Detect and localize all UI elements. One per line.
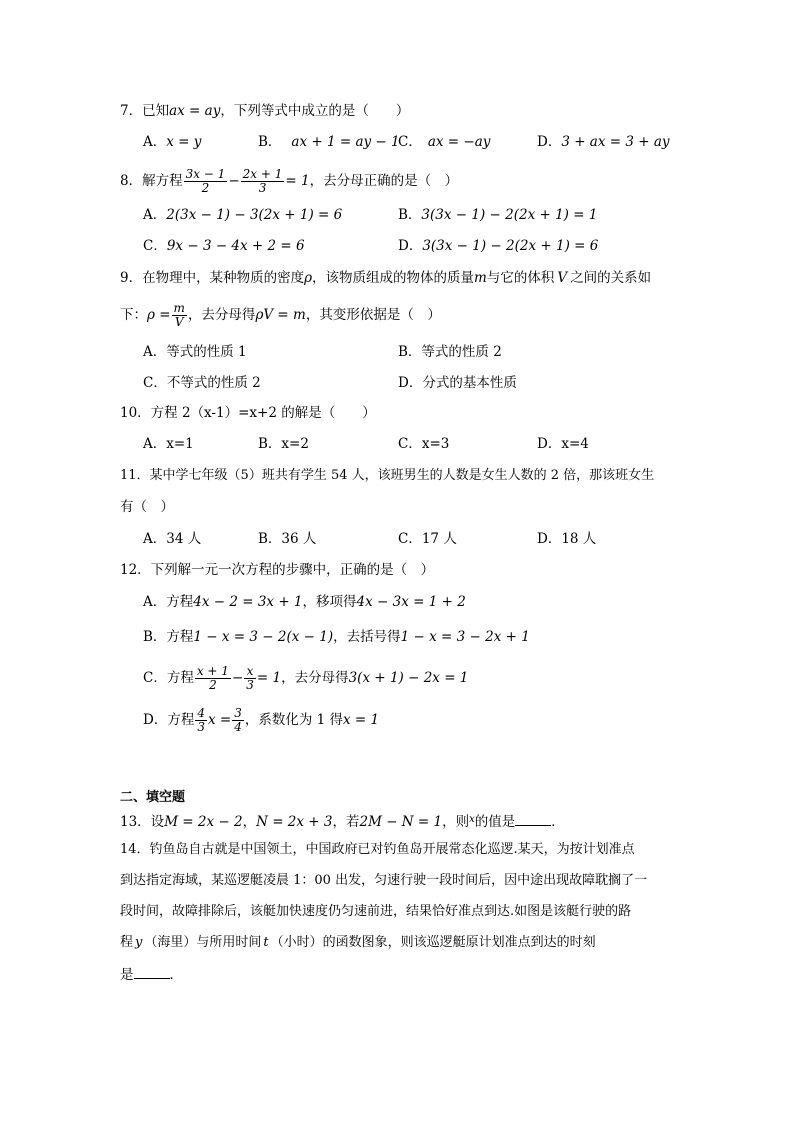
q14-text: （海里）与所用时间	[144, 935, 262, 950]
option-label: B．	[258, 436, 282, 452]
q8-stem-prefix: 8．解方程	[120, 173, 183, 189]
q14-answer-blank[interactable]	[134, 964, 170, 979]
q8-option-d[interactable]	[398, 236, 598, 256]
q12-option-d[interactable]	[143, 706, 379, 734]
option-text: 18 人	[561, 531, 597, 547]
fraction-numerator: x + 1	[196, 664, 229, 678]
q9-text: 之间的关系如	[570, 270, 652, 286]
q11-option-a[interactable]	[143, 529, 201, 549]
q12-option-a[interactable]	[143, 592, 466, 612]
option-expression: 3(3x − 1) − 2(2x + 1) = 1	[421, 207, 598, 223]
option-label: D．	[537, 531, 562, 547]
option-label: A．方程	[143, 594, 194, 610]
q9-text: ，去分母得	[187, 307, 256, 323]
option-label: C．方程	[143, 670, 194, 686]
q10-option-d[interactable]	[537, 434, 589, 454]
section-title-fill-in: 二、填空题	[120, 790, 186, 805]
fraction-numerator: 3x − 1	[185, 167, 226, 181]
q9-volume-symbol: V	[557, 270, 568, 286]
q14-text: ．	[169, 967, 183, 983]
option-text: 等式的性质 1	[166, 344, 247, 360]
option-label: D．	[537, 134, 562, 150]
option-label: A．	[143, 344, 167, 360]
fraction-numerator: m	[173, 301, 185, 315]
option-label: C．	[398, 134, 422, 150]
q13-text: ．	[551, 814, 565, 830]
q7-stem-prefix: 7．已知	[120, 103, 170, 119]
q10-option-c[interactable]	[398, 434, 449, 454]
q8-stem-suffix: ，去分母正确的是（ ）	[309, 173, 459, 189]
option-expression: ax + 1 = ay − 1	[291, 134, 400, 150]
question-14-line-5	[120, 964, 183, 985]
option-text: ，去分母得	[281, 670, 349, 686]
fraction-denominator: 2	[201, 181, 210, 195]
question-9-line-1	[120, 268, 651, 288]
option-expression: ax = −ay	[427, 134, 491, 150]
q10-option-b[interactable]	[258, 434, 309, 454]
q13-x: x	[469, 814, 475, 825]
q12d-fraction-2	[232, 707, 244, 734]
q13-text: ，	[242, 814, 257, 830]
q12-option-b[interactable]	[143, 627, 530, 647]
q9-rho: ρ	[304, 270, 313, 286]
option-label: D．	[398, 375, 423, 391]
fraction-denominator: 2	[209, 678, 217, 692]
q7-option-d[interactable]	[537, 132, 670, 152]
q9-mass-symbol: m	[474, 270, 487, 286]
q14-y: y	[135, 935, 143, 950]
option-text: ，去括号得	[333, 629, 401, 645]
q8-rhs: = 1	[285, 173, 310, 189]
option-label: B．	[398, 207, 422, 223]
q13-text: ，若	[332, 814, 360, 830]
q13-condition: 2M − N = 1	[359, 814, 443, 830]
q9-fraction	[172, 302, 187, 329]
option-label: C．	[398, 531, 422, 547]
q9-option-b[interactable]	[398, 342, 502, 362]
option-label: D．	[398, 238, 423, 254]
question-11-line-2: 有（ ）	[120, 499, 174, 515]
q12d-fraction-1	[195, 707, 207, 734]
q13-expr-n: N = 2x + 3	[256, 814, 333, 830]
q8-option-c[interactable]	[143, 236, 305, 256]
question-14-line-1: 14．钓鱼岛自古就是中国领土，中国政府已对钓鱼岛开展常态化巡逻.某天，为按计划准点	[120, 842, 635, 857]
option-text: ，系数化为 1 得	[244, 712, 343, 728]
option-expression: 1 − x = 3 − 2(x − 1)	[193, 629, 334, 645]
q9-eq-lhs: ρ =	[147, 307, 171, 323]
option-expression: 3 + ax = 3 + ay	[561, 134, 670, 150]
q12-option-c[interactable]	[143, 664, 468, 692]
q14-text: （小时）的函数图象，则该巡逻艇原计划准点到达的时刻	[270, 935, 596, 950]
option-label: A．	[143, 207, 167, 223]
question-8-stem	[120, 168, 458, 195]
q8-fraction-2	[241, 168, 285, 195]
question-9-line-2	[120, 302, 441, 329]
q14-t: t	[263, 935, 269, 950]
option-label: D．	[537, 436, 562, 452]
option-label: B．方程	[143, 629, 194, 645]
question-7-stem	[120, 101, 409, 121]
q7-option-c[interactable]	[398, 132, 490, 152]
option-text: 17 人	[421, 531, 457, 547]
q12d-lhs: x =	[207, 712, 232, 728]
q13-text: ，则	[442, 814, 470, 830]
q9-text: 与它的体积	[486, 270, 555, 286]
q9-text: 下：	[120, 307, 147, 323]
option-label: B．	[398, 344, 422, 360]
option-label: B．	[258, 531, 282, 547]
option-expression: 2(3x − 1) − 3(2x + 1) = 6	[166, 207, 343, 223]
option-label: A．	[143, 436, 167, 452]
q9-text: ，该物质组成的物体的质量	[312, 270, 475, 286]
option-text: 分式的基本性质	[422, 375, 517, 391]
q9-eq2: ρV = m	[255, 307, 306, 323]
option-label: A．	[143, 134, 167, 150]
question-14-line-2: 到达指定海域，某巡逻艇凌晨 1：00 出发，匀速行驶一段时间后，因中途出现故障耽搁了一	[120, 873, 648, 888]
q13-answer-blank[interactable]	[515, 811, 551, 826]
option-text: x=1	[166, 436, 194, 452]
q8-minus: −	[228, 173, 240, 189]
question-13	[120, 810, 565, 832]
option-label: C．	[143, 238, 167, 254]
option-label: C．	[398, 436, 422, 452]
q11-option-c[interactable]	[398, 529, 457, 549]
fraction-denominator: 3	[258, 181, 267, 195]
option-text: 等式的性质 2	[421, 344, 502, 360]
fraction-denominator: V	[174, 315, 184, 329]
option-label: C．	[143, 375, 167, 391]
q8-option-b[interactable]	[398, 205, 597, 225]
q13-text: 的值是	[474, 814, 516, 830]
option-label: B．	[258, 134, 282, 150]
option-text: 不等式的性质 2	[166, 375, 261, 391]
q12c-minus: −	[231, 670, 244, 686]
q8-option-a[interactable]	[143, 205, 342, 225]
option-expression: 1 − x = 3 − 2x + 1	[400, 629, 530, 645]
q12c-rhs: = 1	[256, 670, 282, 686]
fraction-denominator: 3	[197, 720, 205, 734]
option-expression: x = y	[166, 134, 202, 150]
q7-option-b[interactable]	[258, 132, 400, 152]
option-expression: 4x − 3x = 1 + 2	[356, 594, 466, 610]
option-expression: 4x − 2 = 3x + 1	[193, 594, 303, 610]
fraction-numerator: x	[244, 665, 256, 679]
q11-option-b[interactable]	[258, 529, 316, 549]
fraction-numerator: 3	[234, 706, 242, 720]
q9-text: 9．在物理中，某种物质的密度	[120, 270, 305, 286]
q10-option-a[interactable]	[143, 434, 194, 454]
q7-condition: ax = ay	[169, 103, 221, 119]
fraction-numerator: 4	[197, 706, 205, 720]
fraction-denominator: 4	[234, 720, 242, 734]
option-text: 34 人	[166, 531, 202, 547]
option-label: A．	[143, 531, 167, 547]
option-label: D．方程	[143, 712, 195, 728]
question-10-stem: 10．方程 2（x-1）=x+2 的解是（ ）	[120, 405, 376, 421]
q12c-fraction-1	[195, 665, 231, 692]
q12c-fraction-2	[244, 665, 256, 692]
question-12-stem: 12．下列解一元一次方程的步骤中，正确的是（ ）	[120, 562, 435, 578]
option-text: x=2	[281, 436, 309, 452]
q9-text: ，其变形依据是（ ）	[305, 307, 441, 323]
question-14-line-3: 段时间，故障排除后，该艇加快速度仍匀速前进，结果恰好准点到达.如图是该艇行驶的路	[120, 904, 632, 919]
q9-option-d[interactable]	[398, 373, 517, 393]
q7-stem-suffix: ，下列等式中成立的是（ ）	[220, 103, 410, 119]
fraction-denominator: 3	[246, 678, 254, 692]
q8-fraction-1	[184, 168, 228, 195]
option-expression: 9x − 3 − 4x + 2 = 6	[166, 238, 305, 254]
q14-text: 是	[120, 967, 134, 983]
question-11-line-1: 11．某中学七年级（5）班共有学生 54 人，该班男生的人数是女生人数的 2 倍，那该班女生	[120, 468, 655, 483]
q9-option-a[interactable]	[143, 342, 247, 362]
option-text: 36 人	[281, 531, 317, 547]
q14-text: 程	[120, 935, 134, 950]
fraction-numerator: 2x + 1	[242, 167, 283, 181]
q9-option-c[interactable]	[143, 373, 261, 393]
q7-option-a[interactable]	[143, 132, 201, 152]
q13-expr-m: M = 2x − 2	[164, 814, 243, 830]
option-text: x=3	[421, 436, 450, 452]
q11-option-d[interactable]	[537, 529, 596, 549]
option-expression: 3(x + 1) − 2x = 1	[348, 670, 469, 686]
option-expression: 3(3x − 1) − 2(2x + 1) = 6	[422, 238, 599, 254]
question-14-line-4	[120, 933, 596, 953]
q13-text: 13．设	[120, 814, 165, 830]
option-expression: x = 1	[343, 712, 380, 728]
option-text: x=4	[561, 436, 589, 452]
option-text: ，移项得	[302, 594, 357, 610]
